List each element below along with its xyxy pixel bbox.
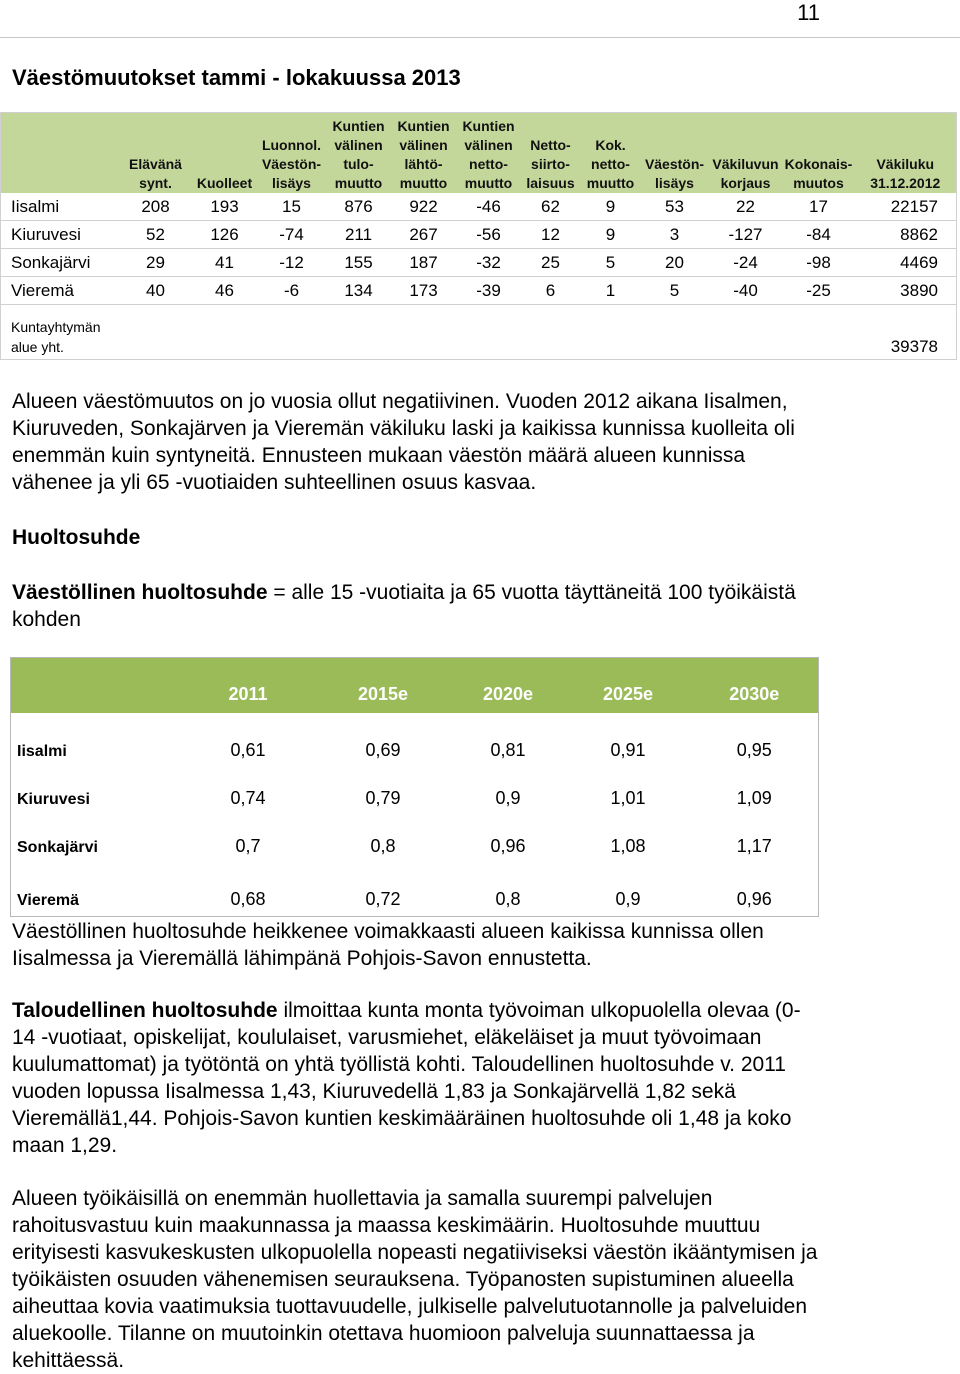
table-cell: 0,69 [365, 740, 401, 760]
empty-cell [119, 305, 193, 360]
table-cell: 41 [193, 249, 257, 277]
table-row [11, 713, 819, 763]
table-cell: 15 [257, 193, 327, 221]
table-cell: 0,96 [736, 888, 772, 909]
table-cell: 20 [641, 249, 709, 277]
table-cell: 267 [391, 221, 457, 249]
empty-cell [581, 305, 641, 360]
table-cell: 0,72 [365, 888, 401, 909]
section-heading: Huoltosuhde [12, 526, 141, 549]
empty-cell [641, 305, 709, 360]
table-row [1, 221, 957, 249]
column-header: Kuntien välinen tulo-muutto [327, 113, 391, 194]
column-header: Väkiluvun korjaus [709, 113, 783, 194]
empty-cell [521, 305, 581, 360]
table-row [1, 249, 957, 277]
table-cell: 0,8 [495, 888, 521, 909]
column-header: Kok. netto-muutto [581, 113, 641, 194]
table-cell: 0,9 [495, 788, 521, 808]
table-cell: 8862 [855, 221, 957, 249]
header-rule [0, 37, 960, 38]
table-cell: 62 [521, 193, 581, 221]
empty-cell [783, 305, 855, 360]
table-cell: 25 [521, 249, 581, 277]
table-cell: 0,68 [230, 888, 266, 909]
population-change-table [0, 112, 957, 360]
column-header: 2020e [451, 677, 566, 713]
column-header: Väkiluku 31.12.2012 [855, 113, 957, 194]
table-cell: 134 [327, 277, 391, 305]
row-label: Iisalmi [1, 193, 119, 221]
table-cell: -32 [457, 249, 521, 277]
table-cell: 40 [119, 277, 193, 305]
table-cell: 126 [193, 221, 257, 249]
table-cell: 4469 [855, 249, 957, 277]
table-cell: -12 [257, 249, 327, 277]
table-cell: -84 [783, 221, 855, 249]
table-cell: 187 [391, 249, 457, 277]
empty-cell [709, 305, 783, 360]
table-cell: 9 [581, 193, 641, 221]
table-cell: 53 [641, 193, 709, 221]
table-cell: -98 [783, 249, 855, 277]
definition-text: = alle 15 -vuotiaita ja 65 vuotta täyttäneitä 100 työikäistä kohden [12, 581, 796, 631]
table-cell: 3890 [855, 277, 957, 305]
table-cell: -127 [709, 221, 783, 249]
paragraph-economic-dependency [12, 997, 812, 1159]
table-cell: -40 [709, 277, 783, 305]
column-header: Elävänä synt. [119, 113, 193, 194]
empty-cell [257, 305, 327, 360]
row-label: Iisalmi [17, 743, 67, 760]
column-header [11, 677, 181, 713]
column-header: Kuntien välinen netto-muutto [457, 113, 521, 194]
column-header: 2015e [316, 677, 451, 713]
table-cell: -24 [709, 249, 783, 277]
row-label: Kuntayhtymän alue yht. [1, 305, 119, 360]
column-header: Kuntien välinen lähtö-muutto [391, 113, 457, 194]
column-header: Väestön-lisäys [641, 113, 709, 194]
table-cell: 0,79 [365, 788, 401, 808]
table-cell: 922 [391, 193, 457, 221]
row-label: Vieremä [17, 891, 79, 909]
definition-term: Väestöllinen huoltosuhde [12, 581, 268, 604]
table-row [11, 811, 819, 859]
table-row [11, 859, 819, 916]
table-row [11, 763, 819, 811]
table-cell: -39 [457, 277, 521, 305]
table-cell: 0,8 [370, 836, 396, 856]
page-number: 11 [797, 0, 820, 25]
table-cell: 876 [327, 193, 391, 221]
table-cell: -74 [257, 221, 327, 249]
table-cell: 52 [119, 221, 193, 249]
column-header: 2030e [691, 677, 819, 713]
table-cell: 0,81 [490, 740, 526, 760]
page-title: Väestömuutokset tammi - lokakuussa 2013 [12, 65, 461, 90]
table-cell: 1,01 [610, 788, 646, 808]
header-spacer [11, 658, 819, 678]
column-header: Kokonais-muutos [783, 113, 855, 194]
table-cell: 1,08 [610, 836, 646, 856]
table-cell: 208 [119, 193, 193, 221]
row-label: Kiuruvesi [17, 791, 90, 808]
table-cell: 0,9 [615, 888, 641, 909]
column-header [1, 113, 119, 194]
table-cell: 6 [521, 277, 581, 305]
table-cell: 0,7 [235, 836, 261, 856]
total-value: 39378 [855, 305, 957, 360]
empty-cell [457, 305, 521, 360]
column-header: 2025e [566, 677, 691, 713]
table-cell: 0,96 [490, 836, 526, 856]
paragraph-dependency-trend: Väestöllinen huoltosuhde heikkenee voimakkaasti alueen kaikissa kunnissa ollen Iisalmessa ja Vieremällä lähimpänä Pohjois-Savon ennustetta. [12, 920, 764, 970]
table-cell: 1,17 [736, 836, 772, 856]
table-row [1, 277, 957, 305]
table-cell: -6 [257, 277, 327, 305]
column-header: Netto-siirto-laisuus [521, 113, 581, 194]
table-cell: 5 [581, 249, 641, 277]
total-row [1, 305, 957, 360]
row-label: Kiuruvesi [1, 221, 119, 249]
dependency-ratio-table [10, 657, 819, 917]
table-row [1, 193, 957, 221]
row-label: Sonkajärvi [17, 839, 98, 856]
table-cell: 29 [119, 249, 193, 277]
table-cell: 211 [327, 221, 391, 249]
table-cell: 0,61 [230, 740, 266, 760]
table-cell: -56 [457, 221, 521, 249]
paragraph-conclusion: Alueen työikäisillä on enemmän huollettavia ja samalla suurempi palvelujen rahoitusvastuu kuin maakunnassa ja maassa keskimäärin. Huoltosuhde muuttuu erityisesti kasvukeskusten ulkopuolella nopeasti negatiiviseksi väestön ikääntymisen ja työikäisten osuuden vähenemisen seurauksena. Työpanosten supistuminen alueella aiheuttaa kovia vaatimuksia tuottavuudelle, julkiselle palvelutuotannolle ja palveluiden aluekoolle. Tilanne on muutoinkin otettava huomioon palveluja suunnattaessa ja kehittäessä. [12, 1187, 818, 1372]
row-label: Vieremä [1, 277, 119, 305]
table-cell: 155 [327, 249, 391, 277]
table-cell: 173 [391, 277, 457, 305]
table-cell: -25 [783, 277, 855, 305]
paragraph-population-trend: Alueen väestömuutos on jo vuosia ollut negatiivinen. Vuoden 2012 aikana Iisalmen, Kiuruveden, Sonkajärven ja Vieremän väkiluku laski ja kaikissa kunnissa kuolleita oli enemmän kuin syntyneitä. Ennusteen mukaan väestön määrä alueen kunnissa vähenee ja yli 65 -vuotiaiden suhteellinen osuus kasvaa. [12, 390, 795, 494]
table-cell: 0,91 [610, 740, 646, 760]
column-header: Kuolleet [193, 113, 257, 194]
economic-text: ilmoittaa kunta monta työvoiman ulkopuolella olevaa (0-14 -vuotiaat, opiskelijat, koululaiset, varusmiehet, eläkeläiset ja muut työvoimaan kuulumattomat) ja työtöntä on yhtä työllistä kohti. Taloudellinen huoltosuhde v. 2011 vuoden lopussa Iisalmessa 1,43, Kiuruvedellä 1,83 ja Sonkajärvellä 1,82 sekä Vieremällä1,44. Pohjois-Savon kuntien keskimääräinen huoltosuhde oli 1,48 ja koko maan 1,29. [12, 999, 801, 1157]
table-cell: 22 [709, 193, 783, 221]
table-cell: 9 [581, 221, 641, 249]
definition-paragraph [12, 579, 802, 633]
table-cell: 1,09 [736, 788, 772, 808]
table-cell: 17 [783, 193, 855, 221]
empty-cell [193, 305, 257, 360]
table-cell: 193 [193, 193, 257, 221]
economic-term: Taloudellinen huoltosuhde [12, 999, 278, 1022]
table-header-row [11, 677, 819, 713]
table-cell: 3 [641, 221, 709, 249]
column-header: 2011 [181, 677, 316, 713]
table-header-row [1, 113, 957, 194]
table-cell: 46 [193, 277, 257, 305]
table-cell: 12 [521, 221, 581, 249]
table-cell: 5 [641, 277, 709, 305]
table-cell: 0,95 [736, 740, 772, 760]
column-header: Luonnol. Väestön-lisäys [257, 113, 327, 194]
table-cell: -46 [457, 193, 521, 221]
row-label: Sonkajärvi [1, 249, 119, 277]
empty-cell [327, 305, 391, 360]
table-cell: 0,74 [230, 788, 266, 808]
table-cell: 1 [581, 277, 641, 305]
empty-cell [391, 305, 457, 360]
table-cell: 22157 [855, 193, 957, 221]
